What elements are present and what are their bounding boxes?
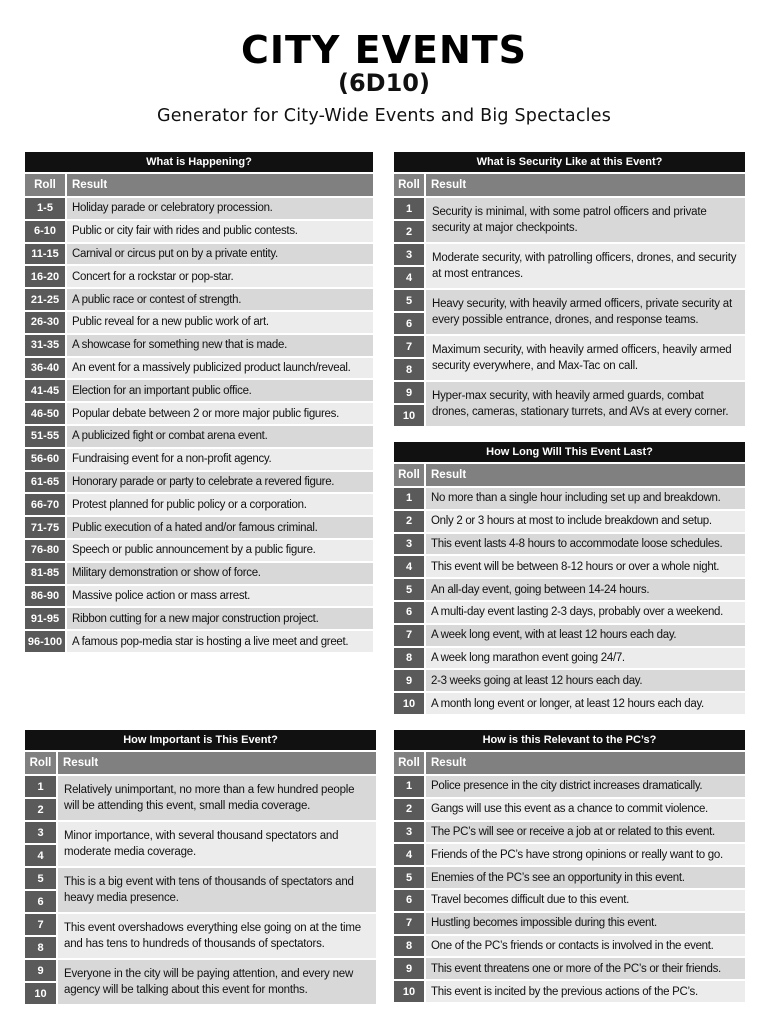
roll-cell: 6	[394, 602, 426, 623]
table-row	[25, 540, 373, 561]
column-header-roll: Roll	[394, 464, 426, 486]
roll-cell: 5	[394, 867, 426, 888]
table-row	[25, 244, 373, 265]
result-cell: Concert for a rockstar or pop-star.	[67, 266, 373, 287]
roll-cell: 41-45	[25, 380, 67, 401]
result-cell: A famous pop-media star is hosting a live meet and greet.	[67, 631, 373, 652]
result-cell: Public execution of a hated and/or famous criminal.	[67, 517, 373, 538]
roll-cell: 51-55	[25, 426, 67, 447]
roll-cell: 5	[394, 290, 424, 311]
roll-cell: 2	[25, 799, 56, 820]
result-cell: Public or city fair with rides and public contests.	[67, 221, 373, 242]
roll-cell: 56-60	[25, 449, 67, 470]
result-cell: A showcase for something new that is made.	[67, 335, 373, 356]
roll-group	[25, 776, 58, 820]
result-cell: A multi-day event lasting 2-3 days, probably over a weekend.	[426, 602, 745, 623]
roll-group	[394, 198, 426, 242]
table-row	[25, 221, 373, 242]
table-row	[25, 198, 373, 219]
roll-cell: 36-40	[25, 358, 67, 379]
result-cell: Election for an important public office.	[67, 380, 373, 401]
result-cell: Moderate security, with patrolling officers, drones, and security at most entrances.	[426, 244, 745, 288]
result-cell: This event overshadows everything else going on at the time and has tens to hundreds of thousands of spectators.	[58, 914, 376, 958]
roll-cell: 4	[394, 844, 426, 865]
table-row	[394, 579, 745, 600]
table-title: How is this Relevant to the PC’s?	[394, 730, 745, 750]
roll-cell: 9	[394, 958, 426, 979]
table-row	[394, 602, 745, 623]
roll-cell: 2	[394, 799, 426, 820]
result-cell: This event lasts 4-8 hours to accommodate loose schedules.	[426, 534, 745, 555]
table-what-is-happening	[25, 152, 373, 652]
roll-cell: 4	[394, 556, 426, 577]
roll-group	[394, 336, 426, 380]
result-cell: Gangs will use this event as a chance to commit violence.	[426, 799, 745, 820]
roll-cell: 6-10	[25, 221, 67, 242]
roll-cell: 8	[394, 936, 426, 957]
result-cell: Friends of the PC’s have strong opinions or really want to go.	[426, 844, 745, 865]
roll-cell: 1	[25, 776, 56, 797]
result-cell: Military demonstration or show of force.	[67, 563, 373, 584]
table-row	[25, 563, 373, 584]
result-cell: Speech or public announcement by a public figure.	[67, 540, 373, 561]
roll-cell: 76-80	[25, 540, 67, 561]
roll-cell: 4	[25, 845, 56, 866]
table-row	[394, 958, 745, 979]
result-cell: Police presence in the city district increases dramatically.	[426, 776, 745, 797]
roll-cell: 2	[394, 511, 426, 532]
roll-cell: 7	[394, 336, 424, 357]
roll-cell: 46-50	[25, 403, 67, 424]
roll-cell: 8	[394, 359, 424, 380]
table-row	[394, 382, 745, 426]
roll-cell: 66-70	[25, 494, 67, 515]
table-row	[394, 844, 745, 865]
roll-cell: 1-5	[25, 198, 67, 219]
column-header-result: Result	[431, 179, 467, 191]
roll-cell: 16-20	[25, 266, 67, 287]
table-row	[394, 488, 745, 509]
result-cell: Hustling becomes impossible during this event.	[426, 913, 745, 934]
table-row	[25, 380, 373, 401]
table-title: What is Happening?	[25, 152, 373, 172]
table-row	[394, 890, 745, 911]
page-title: CITY EVENTS	[240, 28, 528, 72]
result-cell: A week long event, with at least 12 hours each day.	[426, 625, 745, 646]
table-row	[394, 799, 745, 820]
table-row	[25, 403, 373, 424]
column-header-result: Result	[72, 179, 108, 191]
table-event-duration	[394, 442, 745, 714]
result-cell: Everyone in the city will be paying attention, and every new agency will be talking about this event for months.	[58, 960, 376, 1004]
table-row	[394, 693, 745, 714]
roll-cell: 3	[394, 822, 426, 843]
roll-cell: 71-75	[25, 517, 67, 538]
result-cell: No more than a single hour including set up and breakdown.	[426, 488, 745, 509]
roll-cell: 21-25	[25, 289, 67, 310]
table-row	[394, 981, 745, 1002]
roll-cell: 7	[394, 625, 426, 646]
page-subtitle: Generator for City-Wide Events and Big Spectacles	[156, 106, 612, 126]
roll-cell: 26-30	[25, 312, 67, 333]
table-row	[25, 289, 373, 310]
result-cell: Security is minimal, with some patrol officers and private security at major checkpoints.	[426, 198, 745, 242]
column-header-row	[394, 174, 745, 196]
roll-group	[394, 290, 426, 334]
result-cell: Minor importance, with several thousand spectators and moderate media coverage.	[58, 822, 376, 866]
roll-group	[25, 960, 58, 1004]
table-row	[394, 511, 745, 532]
table-row	[394, 336, 745, 380]
column-header-roll: Roll	[25, 174, 67, 196]
result-cell: Popular debate between 2 or more major public figures.	[67, 403, 373, 424]
result-cell: Maximum security, with heavily armed officers, heavily armed security everywhere, and Max-Tac on call.	[426, 336, 745, 380]
table-row	[394, 670, 745, 691]
result-cell: This event threatens one or more of the PC’s or their friends.	[426, 958, 745, 979]
table-row	[25, 631, 373, 652]
roll-group	[394, 382, 426, 426]
roll-cell: 10	[394, 405, 424, 426]
roll-group	[25, 868, 58, 912]
result-cell: Massive police action or mass arrest.	[67, 586, 373, 607]
roll-cell: 6	[394, 313, 424, 334]
result-cell: Fundraising event for a non-profit agency.	[67, 449, 373, 470]
table-row	[394, 648, 745, 669]
roll-cell: 5	[25, 868, 56, 889]
table-security	[394, 152, 745, 426]
roll-cell: 6	[394, 890, 426, 911]
result-cell: An event for a massively publicized product launch/reveal.	[67, 358, 373, 379]
roll-cell: 9	[394, 382, 424, 403]
result-cell: Protest planned for public policy or a corporation.	[67, 494, 373, 515]
roll-cell: 8	[394, 648, 426, 669]
table-row	[394, 534, 745, 555]
result-cell: The PC’s will see or receive a job at or related to this event.	[426, 822, 745, 843]
table-row	[25, 822, 376, 866]
table-row	[394, 913, 745, 934]
table-row	[394, 625, 745, 646]
roll-cell: 3	[394, 534, 426, 555]
roll-cell: 96-100	[25, 631, 67, 652]
roll-cell: 7	[25, 914, 56, 935]
table-row	[394, 198, 745, 242]
table-row	[394, 822, 745, 843]
table-title: How Long Will This Event Last?	[394, 442, 745, 462]
result-cell: This event will be between 8-12 hours or over a whole night.	[426, 556, 745, 577]
roll-cell: 8	[25, 937, 56, 958]
roll-cell: 10	[25, 983, 56, 1004]
result-cell: This is a big event with tens of thousands of spectators and heavy media presence.	[58, 868, 376, 912]
table-title: How Important is This Event?	[25, 730, 376, 750]
roll-cell: 81-85	[25, 563, 67, 584]
column-header-row	[394, 752, 745, 774]
table-row	[25, 960, 376, 1004]
column-header-result: Result	[431, 469, 467, 481]
table-row	[394, 867, 745, 888]
column-header-result: Result	[63, 757, 99, 769]
table-row	[25, 472, 373, 493]
roll-cell: 91-95	[25, 608, 67, 629]
table-row	[25, 312, 373, 333]
column-header-roll: Roll	[394, 174, 426, 196]
roll-cell: 3	[25, 822, 56, 843]
table-row	[25, 266, 373, 287]
roll-cell: 3	[394, 244, 424, 265]
table-event-importance	[25, 730, 376, 1004]
roll-cell: 7	[394, 913, 426, 934]
table-row	[25, 358, 373, 379]
result-cell: Only 2 or 3 hours at most to include breakdown and setup.	[426, 511, 745, 532]
result-cell: Carnival or circus put on by a private entity.	[67, 244, 373, 265]
roll-cell: 10	[394, 693, 426, 714]
column-header-row	[25, 174, 373, 196]
result-cell: Relatively unimportant, no more than a few hundred people will be attending this event, small media coverage.	[58, 776, 376, 820]
column-header-roll: Roll	[25, 752, 58, 774]
result-cell: A week long marathon event going 24/7.	[426, 648, 745, 669]
table-row	[394, 776, 745, 797]
table-row	[25, 494, 373, 515]
roll-cell: 31-35	[25, 335, 67, 356]
result-cell: 2-3 weeks going at least 12 hours each day.	[426, 670, 745, 691]
table-row	[25, 335, 373, 356]
roll-cell: 1	[394, 198, 424, 219]
table-row	[25, 914, 376, 958]
result-cell: A publicized fight or combat arena event.	[67, 426, 373, 447]
roll-cell: 61-65	[25, 472, 67, 493]
roll-cell: 2	[394, 221, 424, 242]
table-row	[394, 244, 745, 288]
result-cell: A public race or contest of strength.	[67, 289, 373, 310]
result-cell: This event is incited by the previous actions of the PC’s.	[426, 981, 745, 1002]
result-cell: Hyper-max security, with heavily armed guards, combat drones, cameras, stationary turrets, and AVs at every corner.	[426, 382, 745, 426]
table-row	[25, 608, 373, 629]
roll-cell: 4	[394, 267, 424, 288]
result-cell: Holiday parade or celebratory procession.	[67, 198, 373, 219]
table-row	[394, 556, 745, 577]
roll-cell: 1	[394, 776, 426, 797]
result-cell: An all-day event, going between 14-24 hours.	[426, 579, 745, 600]
column-header-row	[25, 752, 376, 774]
dice-notation: (6D10)	[338, 69, 430, 97]
table-row	[394, 290, 745, 334]
result-cell: Travel becomes difficult due to this event.	[426, 890, 745, 911]
roll-cell: 9	[394, 670, 426, 691]
roll-cell: 10	[394, 981, 426, 1002]
result-cell: A month long event or longer, at least 12 hours each day.	[426, 693, 745, 714]
roll-cell: 6	[25, 891, 56, 912]
roll-cell: 86-90	[25, 586, 67, 607]
table-relevance-to-pcs	[394, 730, 745, 1002]
table-row	[25, 776, 376, 820]
roll-cell: 9	[25, 960, 56, 981]
table-row	[25, 517, 373, 538]
column-header-roll: Roll	[394, 752, 426, 774]
table-title: What is Security Like at this Event?	[394, 152, 745, 172]
roll-cell: 5	[394, 579, 426, 600]
table-row	[25, 868, 376, 912]
column-header-result: Result	[431, 757, 467, 769]
column-header-row	[394, 464, 745, 486]
roll-group	[394, 244, 426, 288]
result-cell: Public reveal for a new public work of art.	[67, 312, 373, 333]
roll-group	[25, 914, 58, 958]
result-cell: Ribbon cutting for a new major construction project.	[67, 608, 373, 629]
result-cell: Enemies of the PC’s see an opportunity in this event.	[426, 867, 745, 888]
table-row	[25, 586, 373, 607]
table-row	[25, 449, 373, 470]
result-cell: Heavy security, with heavily armed officers, private security at every possible entrance, drones, and response teams.	[426, 290, 745, 334]
table-row	[394, 936, 745, 957]
roll-cell: 1	[394, 488, 426, 509]
result-cell: Honorary parade or party to celebrate a revered figure.	[67, 472, 373, 493]
table-row	[25, 426, 373, 447]
roll-group	[25, 822, 58, 866]
result-cell: One of the PC’s friends or contacts is involved in the event.	[426, 936, 745, 957]
roll-cell: 11-15	[25, 244, 67, 265]
